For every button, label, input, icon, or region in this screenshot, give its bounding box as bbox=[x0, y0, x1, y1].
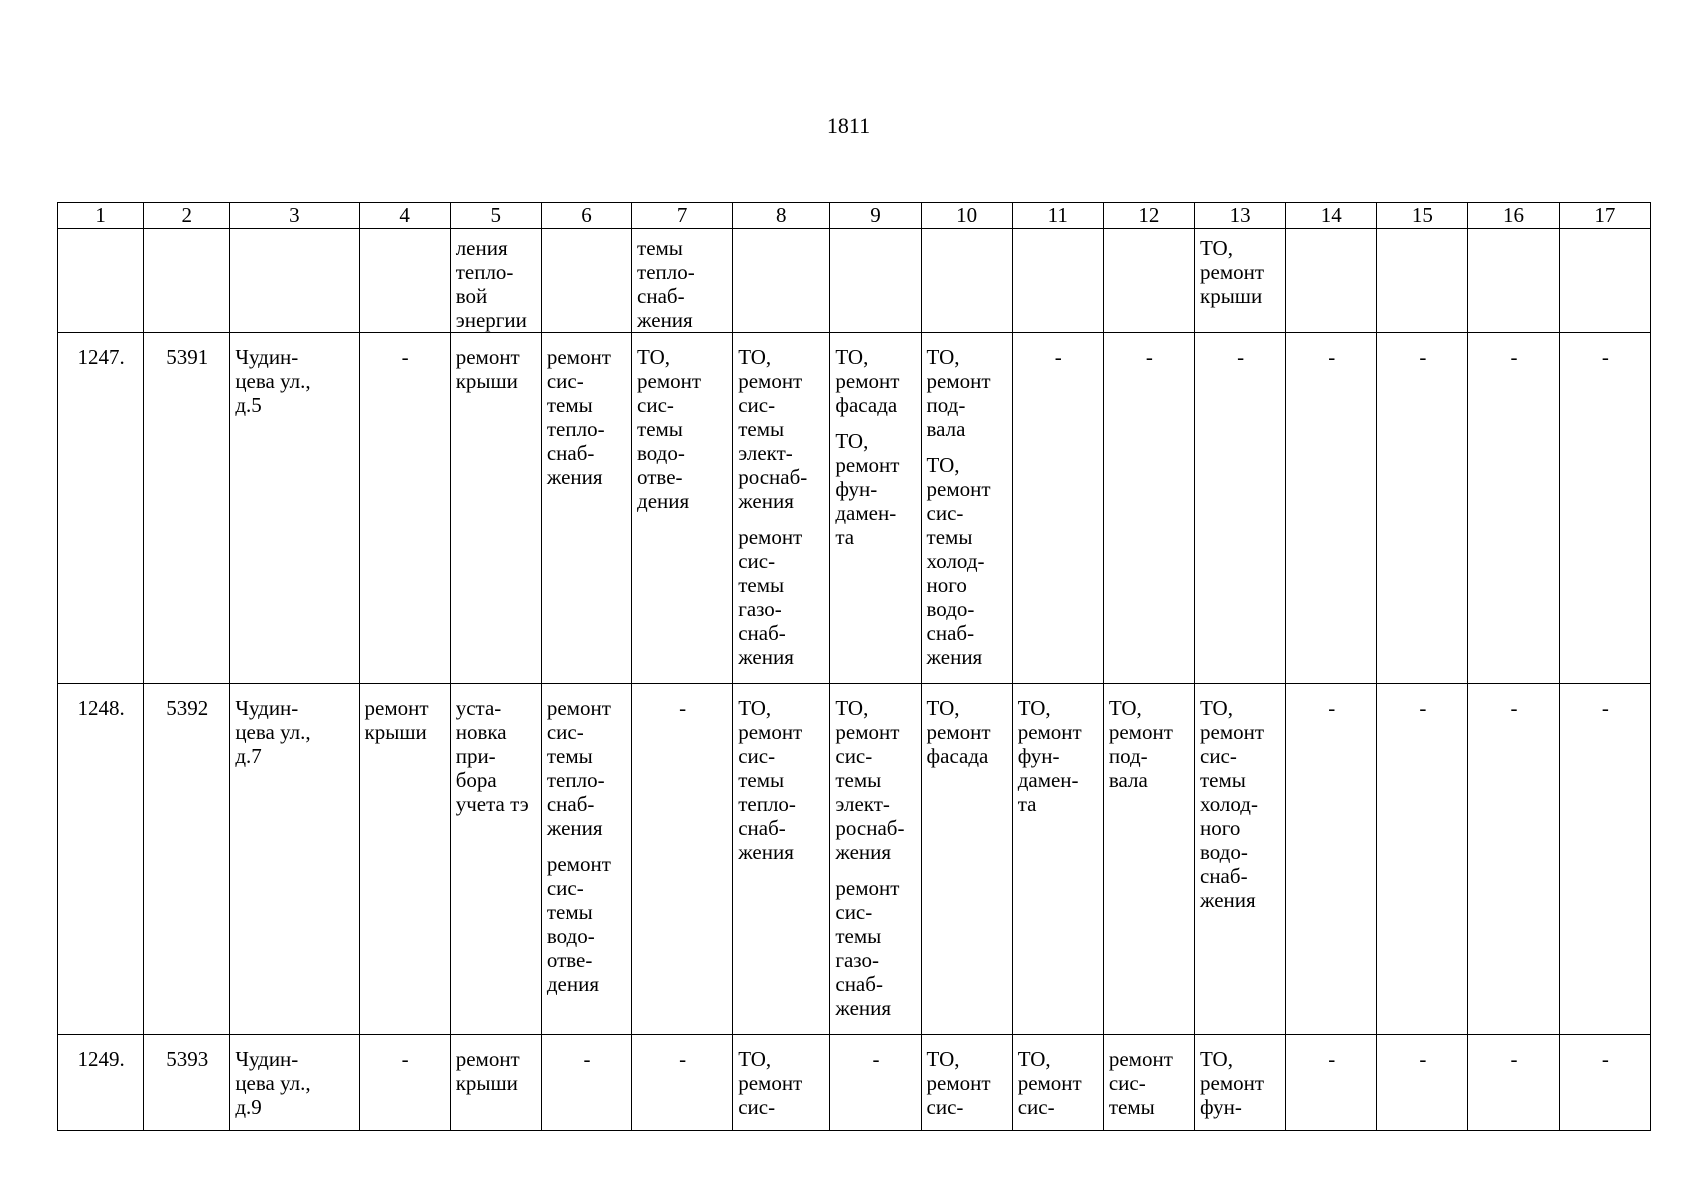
cell bbox=[1103, 333, 1194, 684]
cell-text: ремонт крыши bbox=[455, 1047, 520, 1095]
cell bbox=[1195, 229, 1286, 333]
cell bbox=[1286, 333, 1377, 684]
cell-text: ремонт сис- темы тепло- снаб- жения bbox=[546, 345, 611, 489]
cell bbox=[144, 684, 230, 1035]
cell-text: ТО, ремонт крыши bbox=[1200, 236, 1265, 308]
cell bbox=[58, 684, 144, 1035]
cell bbox=[450, 333, 541, 684]
column-number: 15 bbox=[1377, 203, 1468, 229]
cell bbox=[359, 333, 450, 684]
page-number: 1811 bbox=[826, 113, 871, 138]
cell bbox=[1103, 1035, 1194, 1131]
cell-text: ремонт крыши bbox=[455, 345, 520, 393]
cell-text: ремонт сис- темы газо- снаб- жения bbox=[835, 876, 900, 1020]
cell bbox=[1012, 229, 1103, 333]
cell bbox=[144, 1035, 230, 1131]
column-number: 12 bbox=[1103, 203, 1194, 229]
cell bbox=[921, 229, 1012, 333]
cell-text: - bbox=[1601, 696, 1609, 720]
column-number: 13 bbox=[1195, 203, 1286, 229]
cell bbox=[450, 684, 541, 1035]
cell-text: ТО, ремонт сис- темы холод- ного водо- снаб- жения bbox=[926, 453, 991, 669]
cell bbox=[1286, 684, 1377, 1035]
cell-text: - bbox=[401, 1047, 409, 1071]
cell bbox=[230, 684, 359, 1035]
cell-text: 5392 bbox=[166, 696, 209, 720]
cell bbox=[733, 1035, 830, 1131]
cell-text: ТО, ремонт фун- bbox=[1200, 1047, 1265, 1119]
cell bbox=[1103, 229, 1194, 333]
cell-text: ТО, ремонт под- вала bbox=[926, 345, 991, 441]
column-number: 14 bbox=[1286, 203, 1377, 229]
cell-text: - bbox=[583, 1047, 591, 1071]
cell bbox=[921, 333, 1012, 684]
cell bbox=[1195, 684, 1286, 1035]
cell-text: ТО, ремонт сис- темы холод- ного водо- снаб- жения bbox=[1200, 696, 1265, 912]
column-number: 10 bbox=[921, 203, 1012, 229]
column-number: 17 bbox=[1559, 203, 1650, 229]
cell bbox=[733, 333, 830, 684]
continuation-row bbox=[58, 229, 1651, 333]
column-number: 1 bbox=[58, 203, 144, 229]
cell bbox=[1377, 684, 1468, 1035]
cell-text: ремонт сис- темы водо- отве- дения bbox=[546, 852, 611, 996]
cell-text: - bbox=[1419, 1047, 1427, 1071]
cell-text: - bbox=[872, 1047, 880, 1071]
cell bbox=[58, 229, 144, 333]
cell bbox=[1468, 684, 1559, 1035]
cell bbox=[921, 684, 1012, 1035]
cell bbox=[1012, 684, 1103, 1035]
cell bbox=[1468, 229, 1559, 333]
cell bbox=[230, 1035, 359, 1131]
cell-text: 1249. bbox=[77, 1047, 125, 1071]
cell-text: ТО, ремонт фун- дамен- та bbox=[1017, 696, 1082, 816]
cell-text: ТО, ремонт сис- темы водо- отве- дения bbox=[637, 345, 702, 513]
cell-text: - bbox=[679, 1047, 687, 1071]
cell bbox=[144, 229, 230, 333]
cell bbox=[450, 1035, 541, 1131]
cell bbox=[733, 684, 830, 1035]
cell-text: ТО, ремонт сис- bbox=[738, 1047, 803, 1119]
table-row bbox=[58, 684, 1651, 1035]
column-number-row bbox=[58, 203, 1651, 229]
cell-text: ремонт сис- темы bbox=[1108, 1047, 1173, 1119]
cell-text: Чудин- цева ул., д.7 bbox=[235, 696, 311, 768]
cell-text: - bbox=[1510, 1047, 1518, 1071]
cell bbox=[1377, 333, 1468, 684]
cell-text: - bbox=[1510, 345, 1518, 369]
cell-text: ТО, ремонт сис- bbox=[926, 1047, 991, 1119]
cell bbox=[921, 1035, 1012, 1131]
cell-text: - bbox=[679, 696, 687, 720]
cell bbox=[1468, 333, 1559, 684]
cell-text: 1247. bbox=[77, 345, 125, 369]
cell-text: темы тепло- снаб- жения bbox=[637, 236, 695, 332]
cell-text: - bbox=[1328, 1047, 1336, 1071]
cell-text: ТО, ремонт фун- дамен- та bbox=[835, 429, 900, 549]
cell bbox=[1012, 1035, 1103, 1131]
cell bbox=[58, 333, 144, 684]
cell bbox=[230, 229, 359, 333]
cell bbox=[1559, 684, 1650, 1035]
cell bbox=[1103, 684, 1194, 1035]
cell bbox=[1377, 1035, 1468, 1131]
cell bbox=[1468, 1035, 1559, 1131]
column-number: 11 bbox=[1012, 203, 1103, 229]
cell bbox=[632, 333, 733, 684]
cell bbox=[1559, 229, 1650, 333]
cell bbox=[541, 229, 631, 333]
cell bbox=[541, 333, 631, 684]
cell-text: - bbox=[1054, 345, 1062, 369]
cell-text: ТО, ремонт фасада bbox=[926, 696, 991, 768]
table-row bbox=[58, 333, 1651, 684]
cell-text: - bbox=[1328, 345, 1336, 369]
cell bbox=[830, 1035, 921, 1131]
cell bbox=[632, 684, 733, 1035]
column-number: 16 bbox=[1468, 203, 1559, 229]
column-number: 9 bbox=[830, 203, 921, 229]
cell bbox=[1286, 1035, 1377, 1131]
cell-text: - bbox=[401, 345, 409, 369]
table-row bbox=[58, 1035, 1651, 1131]
cell bbox=[58, 1035, 144, 1131]
cell bbox=[1559, 1035, 1650, 1131]
cell-text: - bbox=[1145, 345, 1153, 369]
cell bbox=[632, 1035, 733, 1131]
cell-text: ремонт сис- темы газо- снаб- жения bbox=[738, 525, 803, 669]
column-number: 3 bbox=[230, 203, 359, 229]
cell-text: 5393 bbox=[166, 1047, 209, 1071]
cell-text: ремонт крыши bbox=[364, 696, 429, 744]
cell-text: уста- новка при- бора учета тэ bbox=[455, 696, 529, 816]
cell bbox=[1012, 333, 1103, 684]
cell-text: - bbox=[1601, 1047, 1609, 1071]
cell-text: ремонт сис- темы тепло- снаб- жения bbox=[546, 696, 611, 840]
cell bbox=[359, 684, 450, 1035]
cell-text: 5391 bbox=[166, 345, 209, 369]
cell bbox=[1286, 229, 1377, 333]
cell bbox=[541, 684, 631, 1035]
cell bbox=[359, 229, 450, 333]
cell bbox=[230, 333, 359, 684]
cell bbox=[1195, 333, 1286, 684]
cell-text: - bbox=[1328, 696, 1336, 720]
cell bbox=[1559, 333, 1650, 684]
column-number: 7 bbox=[632, 203, 733, 229]
cell-text: Чудин- цева ул., д.5 bbox=[235, 345, 311, 417]
column-number: 8 bbox=[733, 203, 830, 229]
cell bbox=[830, 229, 921, 333]
cell-text: - bbox=[1419, 345, 1427, 369]
cell-text: ТО, ремонт сис- темы элект- роснаб- жения bbox=[738, 345, 808, 513]
cell bbox=[830, 684, 921, 1035]
cell-text: ТО, ремонт сис- темы элект- роснаб- жения bbox=[835, 696, 905, 864]
column-number: 2 bbox=[144, 203, 230, 229]
cell bbox=[450, 229, 541, 333]
works-table bbox=[57, 202, 1651, 1131]
cell-text: ТО, ремонт сис- темы тепло- снаб- жения bbox=[738, 696, 803, 864]
cell bbox=[1195, 1035, 1286, 1131]
column-number: 4 bbox=[359, 203, 450, 229]
cell bbox=[144, 333, 230, 684]
cell-text: ТО, ремонт сис- bbox=[1017, 1047, 1082, 1119]
cell-text: - bbox=[1510, 696, 1518, 720]
cell bbox=[359, 1035, 450, 1131]
cell-text: - bbox=[1237, 345, 1245, 369]
cell-text: ления тепло- вой энергии bbox=[455, 236, 527, 332]
cell-text: - bbox=[1601, 345, 1609, 369]
cell bbox=[830, 333, 921, 684]
cell bbox=[632, 229, 733, 333]
cell bbox=[733, 229, 830, 333]
cell-text: 1248. bbox=[77, 696, 125, 720]
cell-text: ТО, ремонт под- вала bbox=[1108, 696, 1173, 792]
cell-text: - bbox=[1419, 696, 1427, 720]
cell-text: ТО, ремонт фасада bbox=[835, 345, 900, 417]
cell bbox=[541, 1035, 631, 1131]
column-number: 5 bbox=[450, 203, 541, 229]
cell-text: Чудин- цева ул., д.9 bbox=[235, 1047, 311, 1119]
column-number: 6 bbox=[541, 203, 631, 229]
cell bbox=[1377, 229, 1468, 333]
